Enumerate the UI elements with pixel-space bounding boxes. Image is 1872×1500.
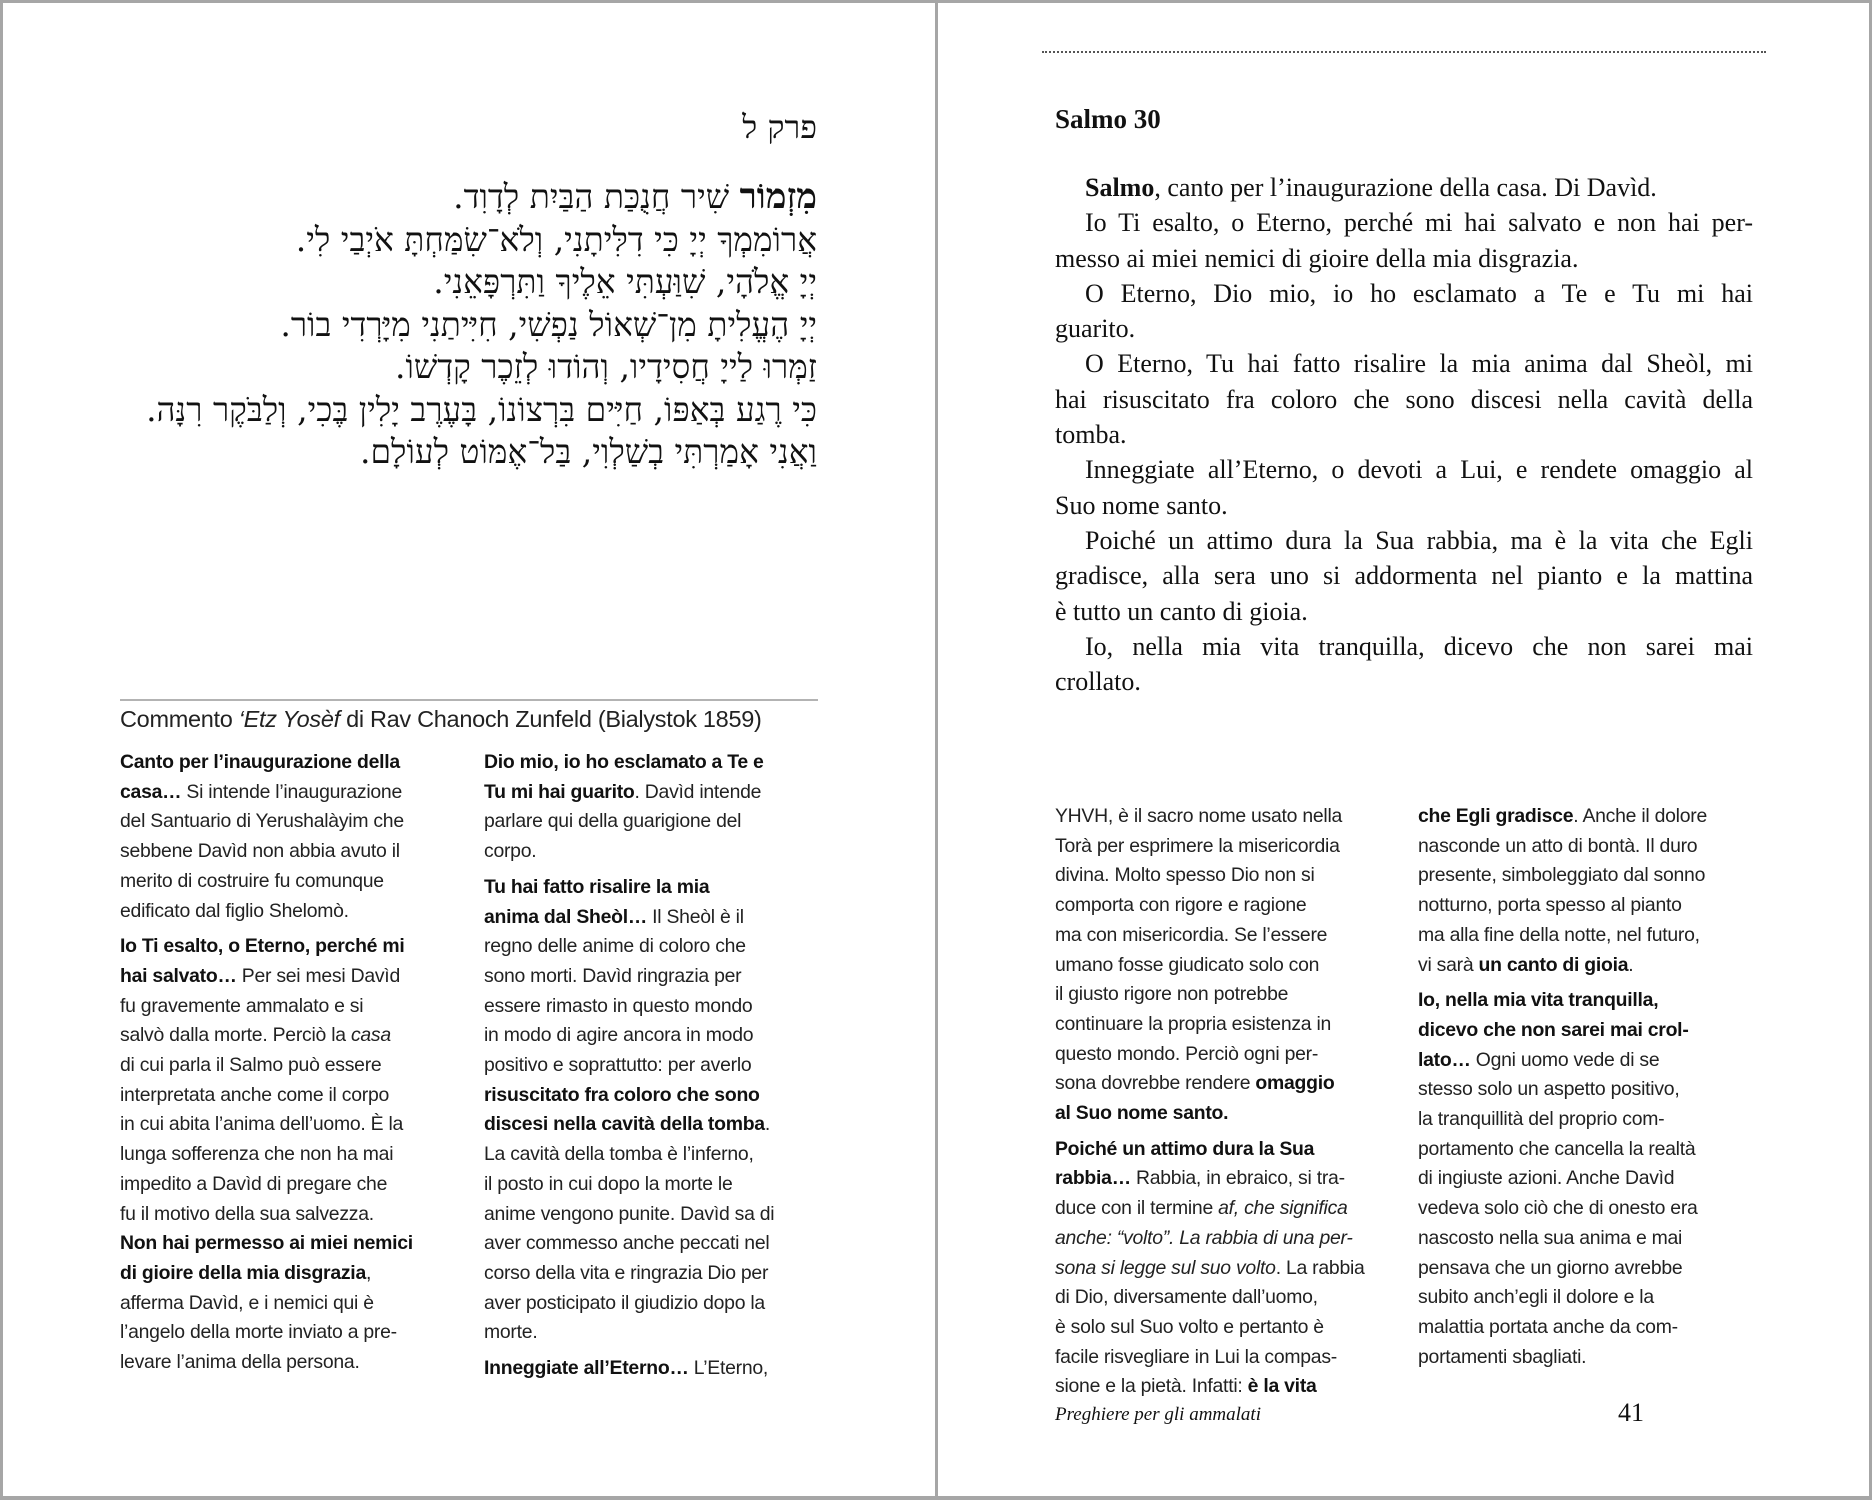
- commentary-line: [1418, 1313, 1758, 1343]
- left-page: [0, 0, 935, 1500]
- commentary-line: [120, 932, 460, 962]
- commentary-paragraph: [1055, 1135, 1385, 1402]
- text-run: pensava che un giorno avrebbe: [1418, 1256, 1683, 1279]
- commentary-title-prefix: Commento: [120, 706, 239, 732]
- commentary-line: [484, 807, 824, 837]
- text-run: malattia portata anche da com-: [1418, 1315, 1678, 1338]
- hebrew-verse-line: [97, 346, 817, 389]
- commentary-line: [1055, 1135, 1385, 1165]
- commentary-line: [484, 1259, 824, 1289]
- text-run: Poiché un attimo dura la Sua rabbia, ma è la vita che Egli: [1085, 525, 1753, 555]
- text-run: Inneggiate all’Eterno, o devoti a Lui, e rendete omaggio al: [1085, 455, 1753, 485]
- hebrew-verse-line: [97, 176, 817, 219]
- text-run: di cui parla il Salmo può essere: [120, 1054, 382, 1077]
- commentary-line: [120, 837, 460, 867]
- text-run: ma alla fine della notte, nel futuro,: [1418, 923, 1700, 946]
- italic-text: casa: [350, 1024, 391, 1047]
- text-run: presente, simboleggiato dal sonno: [1418, 864, 1706, 887]
- commentary-line: [1055, 980, 1385, 1010]
- commentary-line: [1418, 1283, 1758, 1313]
- commentary-line: [120, 1229, 460, 1259]
- psalm-verse-line: [1055, 170, 1753, 205]
- commentary-paragraph: [484, 873, 824, 1348]
- bold-lemma: anima dal Sheòl…: [484, 905, 648, 928]
- commentary-line: [1418, 921, 1758, 951]
- text-run: lunga sofferenza che non ha mai: [120, 1143, 394, 1166]
- commentary-line: [1418, 1016, 1758, 1046]
- bold-lemma: al Suo nome santo.: [1055, 1102, 1229, 1125]
- psalm-verse-line: [1055, 417, 1753, 452]
- commentary-line: [484, 932, 824, 962]
- psalm-verse-line: [1055, 205, 1753, 240]
- hebrew-psalm-text: [97, 176, 817, 474]
- commentary-title: [120, 706, 840, 733]
- hebrew-verse-text: כִּי רֶגַע בְּאַפּוֹ, חַיִּים בִּרְצוֹנוֹ, בָּעֶרֶב יָלִין בֶּכִי, וְלַבֹּקֶר רִנָּה.: [146, 389, 817, 429]
- text-run: Suo nome santo.: [1055, 490, 1228, 520]
- text-run: levare l’anima della persona.: [120, 1351, 360, 1374]
- commentary-line: [484, 903, 824, 933]
- text-run: portamenti sbagliati.: [1418, 1345, 1587, 1368]
- text-run: essere rimasto in questo mondo: [484, 994, 753, 1017]
- commentary-line: [120, 1259, 460, 1289]
- italic-text: af, che significa: [1218, 1197, 1348, 1220]
- bold-lemma: è la vita: [1247, 1375, 1317, 1398]
- text-run: aver posticipato il giudizio dopo la: [484, 1291, 765, 1314]
- text-run: parlare qui della guarigione del: [484, 810, 742, 833]
- text-run: notturno, porta spesso al pianto: [1418, 894, 1682, 917]
- text-run: merito di costruire fu comunque: [120, 869, 384, 892]
- commentary-line: [1418, 1194, 1758, 1224]
- text-run: corso della vita e ringrazia Dio per: [484, 1261, 769, 1284]
- commentary-line: [120, 1170, 460, 1200]
- commentary-line: [484, 1021, 824, 1051]
- hebrew-verse-line: [97, 389, 817, 432]
- text-run: comporta con rigore e ragione: [1055, 894, 1307, 917]
- hebrew-verse-text: וַאֲנִי אָמַרְתִּי בְשַׁלְוִי, בַּל־אֶמּוֹט לְעוֹלָם.: [359, 432, 817, 471]
- commentary-line: [120, 1110, 460, 1140]
- text-run: Ogni uomo vede di se: [1470, 1048, 1660, 1071]
- commentary-line: [484, 1081, 824, 1111]
- commentary-line: [1418, 1254, 1758, 1284]
- text-run: . La rabbia: [1275, 1256, 1365, 1279]
- bold-lemma: dicevo che non sarei mai crol-: [1418, 1018, 1689, 1041]
- text-run: la tranquillità del proprio com-: [1418, 1108, 1665, 1131]
- commentary-line: [1418, 891, 1758, 921]
- text-run: O Eterno, Dio mio, io ho esclamato a Te e Tu mi hai: [1085, 278, 1753, 308]
- text-run: anime vengono punite. Davìd sa di: [484, 1202, 775, 1225]
- commentary-line: [1418, 951, 1758, 981]
- left-commentary-column-1: [120, 748, 460, 1384]
- bold-lemma: Tu hai fatto risalire la mia: [484, 875, 710, 898]
- psalm-verse-line: [1055, 382, 1753, 417]
- commentary-line: [120, 1140, 460, 1170]
- commentary-line: [1418, 1343, 1758, 1373]
- commentary-line: [1055, 1040, 1385, 1070]
- bold-lemma: hai salvato…: [120, 964, 237, 987]
- bold-lemma: che Egli gradisce: [1418, 805, 1574, 827]
- text-run: sona dovrebbe rendere: [1055, 1072, 1256, 1095]
- bold-lemma: risuscitato fra coloro che sono: [484, 1083, 760, 1106]
- text-run: afferma Davìd, e i nemici qui è: [120, 1291, 374, 1314]
- text-run: sione e la pietà. Infatti:: [1055, 1375, 1248, 1398]
- bold-lemma: di gioire della mia disgrazia: [120, 1261, 366, 1284]
- commentary-line: [484, 1170, 824, 1200]
- commentary-line: [120, 1318, 460, 1348]
- text-run: crollato.: [1055, 667, 1141, 697]
- text-run: Rabbia, in ebraico, si tra-: [1130, 1167, 1345, 1190]
- psalm-verse-line: [1055, 523, 1753, 558]
- commentary-line: [1055, 1283, 1385, 1313]
- text-run: , canto per l’inaugurazione della casa. Di Davìd.: [1154, 173, 1657, 202]
- text-run: tomba.: [1055, 420, 1127, 450]
- commentary-divider: [120, 699, 818, 701]
- commentary-line: [484, 1140, 824, 1170]
- commentary-paragraph: [484, 748, 824, 867]
- hebrew-verse-line: [97, 219, 817, 262]
- commentary-line: [120, 748, 460, 778]
- commentary-line: [120, 807, 460, 837]
- text-run: umano fosse giudicato solo con: [1055, 953, 1320, 976]
- commentary-line: [484, 748, 824, 778]
- commentary-paragraph: [1418, 802, 1758, 980]
- commentary-line: [484, 837, 824, 867]
- text-run: l’angelo della morte inviato a pre-: [120, 1321, 397, 1344]
- text-run: La cavità della tomba è l’inferno,: [484, 1143, 754, 1166]
- commentary-line: [1055, 1069, 1385, 1099]
- commentary-line: [1055, 1164, 1385, 1194]
- text-run: di ingiuste azioni. Anche Davìd: [1418, 1167, 1675, 1190]
- text-run: ,: [365, 1261, 372, 1284]
- text-run: è tutto un canto di gioia.: [1055, 596, 1308, 626]
- bold-lemma: casa…: [120, 780, 182, 803]
- text-run: di Dio, diversamente dall’uomo,: [1055, 1286, 1318, 1309]
- italic-text: sona si legge sul suo volto: [1055, 1256, 1276, 1279]
- text-run: divina. Molto spesso Dio non si: [1055, 864, 1315, 887]
- text-run: portamento che cancella la realtà: [1418, 1137, 1696, 1160]
- hebrew-verse-line: [97, 304, 817, 347]
- text-run: YHVH, è il sacro nome usato nella: [1055, 805, 1343, 827]
- commentary-line: [1418, 1135, 1758, 1165]
- commentary-line: [484, 1200, 824, 1230]
- text-run: Io, nella mia vita tranquilla, dicevo che non sarei mai: [1085, 631, 1753, 661]
- text-run: Io Ti esalto, o Eterno, perché mi hai salvato e non hai per-: [1085, 208, 1753, 238]
- text-run: il posto in cui dopo la morte le: [484, 1172, 733, 1195]
- left-commentary-column-2: [484, 748, 824, 1390]
- commentary-line: [1055, 802, 1385, 832]
- text-run: aver commesso anche peccati nel: [484, 1232, 770, 1255]
- psalm-verse-line: [1055, 664, 1753, 699]
- commentary-title-suffix: di Rav Chanoch Zunfeld (Bialystok 1859): [339, 706, 762, 732]
- text-run: subito anch’egli il dolore e la: [1418, 1286, 1654, 1309]
- commentary-line: [1055, 1254, 1385, 1284]
- commentary-line: [1055, 1343, 1385, 1373]
- bold-lemma: lato…: [1418, 1048, 1471, 1071]
- commentary-line: [1418, 986, 1758, 1016]
- text-run: in cui abita l’anima dell’uomo. È la: [120, 1113, 404, 1136]
- commentary-line: [1418, 1075, 1758, 1105]
- bold-lemma: Io, nella mia vita tranquilla,: [1418, 989, 1659, 1012]
- hebrew-verse-line: [97, 431, 817, 474]
- bold-lemma: discesi nella cavità della tomba: [484, 1113, 765, 1136]
- commentary-line: [1418, 802, 1758, 832]
- commentary-line: [120, 1289, 460, 1319]
- text-run: . Anche il dolore: [1573, 805, 1707, 827]
- running-footer-title: Preghiere per gli ammalati: [1055, 1404, 1261, 1425]
- commentary-line: [1418, 832, 1758, 862]
- bold-lemma: Salmo: [1085, 173, 1155, 202]
- commentary-line: [1055, 921, 1385, 951]
- text-run: Torà per esprimere la misericordia: [1055, 834, 1340, 857]
- commentary-line: [1055, 1224, 1385, 1254]
- text-run: messo ai miei nemici di gioire della mia disgrazia.: [1055, 243, 1579, 273]
- text-run: gradisce, alla sera uno si addormenta nel pianto e la mattina: [1055, 561, 1753, 591]
- right-page: [938, 0, 1872, 1500]
- commentary-line: [1055, 1010, 1385, 1040]
- bold-lemma: Inneggiate all’Eterno…: [484, 1357, 689, 1380]
- text-run: ma con misericordia. Se l’essere: [1055, 923, 1328, 946]
- psalm-verse-line: [1055, 241, 1753, 276]
- commentary-line: [120, 897, 460, 927]
- text-run: L’Eterno,: [688, 1357, 769, 1380]
- psalm-verse-line: [1055, 276, 1753, 311]
- commentary-line: [120, 962, 460, 992]
- text-run: positivo e soprattutto: per averlo: [484, 1054, 752, 1077]
- text-run: Si intende l’inaugurazione: [181, 780, 402, 803]
- text-run: è solo sul Suo volto e pertanto è: [1055, 1315, 1324, 1338]
- commentary-line: [120, 1051, 460, 1081]
- hebrew-verse-text: אֲרוֹמִמְךָ יְיָ כִּי דִלִּיתָנִי, וְלֹא־שִׂמַּחְתָּ אֹיְבַי לִי.: [295, 219, 817, 259]
- text-run: fu il motivo della sua salvezza.: [120, 1202, 374, 1225]
- commentary-paragraph: [120, 932, 460, 1378]
- psalm-verse-line: [1055, 452, 1753, 487]
- hebrew-verse-text: יְיָ אֱלֹהָי, שִׁוַּעְתִּי אֵלֶיךָ וַתִּרְפָּאֵנִי.: [433, 262, 817, 301]
- bold-lemma: omaggio: [1255, 1072, 1335, 1095]
- text-run: il giusto rigore non potrebbe: [1055, 983, 1289, 1006]
- hebrew-verse-line: [97, 261, 817, 304]
- hebrew-verse-text: שִׁיר חֲנֻכַּת הַבַּיִת לְדָוִד.: [453, 177, 740, 216]
- text-run: del Santuario di Yerushalàyim che: [120, 810, 404, 833]
- text-run: in modo di agire ancora in modo: [484, 1024, 754, 1047]
- commentary-line: [120, 1081, 460, 1111]
- hebrew-opening-word: מִזְמוֹר: [739, 176, 817, 217]
- commentary-line: [120, 992, 460, 1022]
- psalm-verse-line: [1055, 558, 1753, 593]
- text-run: questo mondo. Perciò ogni per-: [1055, 1042, 1319, 1065]
- commentary-line: [120, 1021, 460, 1051]
- commentary-paragraph: [1418, 986, 1758, 1372]
- psalm-verse-line: [1055, 346, 1753, 381]
- text-run: corpo.: [484, 840, 537, 863]
- commentary-line: [1418, 861, 1758, 891]
- commentary-line: [484, 992, 824, 1022]
- header-dotted-rule: [1042, 51, 1766, 53]
- right-commentary-column-1: [1055, 802, 1385, 1408]
- bold-lemma: Dio mio, io ho esclamato a Te e: [484, 751, 764, 773]
- commentary-line: [484, 962, 824, 992]
- commentary-line: [484, 1051, 824, 1081]
- text-run: hai risuscitato fra coloro che sono discesi nella cavità della: [1055, 384, 1753, 414]
- commentary-line: [1055, 1313, 1385, 1343]
- text-run: morte.: [484, 1321, 538, 1344]
- commentary-line: [1055, 891, 1385, 921]
- commentary-title-work: ‘Etz Yosèf: [238, 706, 340, 732]
- commentary-line: [484, 1354, 824, 1384]
- commentary-line: [1055, 1194, 1385, 1224]
- text-run: regno delle anime di coloro che: [484, 935, 746, 958]
- commentary-line: [484, 1289, 824, 1319]
- commentary-line: [1055, 1372, 1385, 1402]
- text-run: impedito a Davìd di pregare che: [120, 1172, 388, 1195]
- commentary-paragraph: [484, 1354, 824, 1384]
- text-run: .: [764, 1113, 770, 1136]
- page-number: 41: [1618, 1398, 1644, 1427]
- text-run: nasconde un atto di bontà. Il duro: [1418, 834, 1698, 857]
- text-run: nascosto nella sua anima e mai: [1418, 1226, 1683, 1249]
- bold-lemma: un canto di gioia: [1478, 953, 1629, 976]
- psalm-verse-line: [1055, 629, 1753, 664]
- bold-lemma: Io Ti esalto, o Eterno, perché mi: [120, 935, 405, 958]
- text-run: Per sei mesi Davìd: [236, 964, 400, 987]
- psalm-verse-line: [1055, 488, 1753, 523]
- text-run: fu gravemente ammalato e si: [120, 994, 364, 1017]
- commentary-paragraph: [1055, 802, 1385, 1129]
- commentary-line: [1055, 951, 1385, 981]
- text-run: continuare la propria esistenza in: [1055, 1012, 1332, 1035]
- text-run: interpretata anche come il corpo: [120, 1083, 390, 1106]
- bold-lemma: Canto per l’inaugurazione della: [120, 751, 400, 773]
- commentary-line: [484, 1318, 824, 1348]
- bold-lemma: Tu mi hai guarito: [484, 780, 635, 803]
- text-run: vedeva solo ciò che di onesto era: [1418, 1197, 1698, 1220]
- commentary-line: [484, 1110, 824, 1140]
- text-run: Il Sheòl è il: [647, 905, 744, 928]
- italic-text: anche: “volto”. La rabbia di una per-: [1055, 1226, 1353, 1249]
- commentary-line: [1418, 1046, 1758, 1076]
- bold-lemma: Non hai permesso ai miei nemici: [120, 1232, 413, 1255]
- commentary-line: [120, 778, 460, 808]
- commentary-line: [120, 1200, 460, 1230]
- commentary-line: [1418, 1224, 1758, 1254]
- text-run: .: [1628, 953, 1634, 976]
- bold-lemma: rabbia…: [1055, 1167, 1131, 1190]
- text-run: stesso solo un aspetto positivo,: [1418, 1078, 1680, 1101]
- right-commentary-column-2: [1418, 802, 1758, 1378]
- commentary-line: [484, 873, 824, 903]
- commentary-line: [1055, 832, 1385, 862]
- text-run: salvò dalla morte. Perciò la: [120, 1024, 351, 1047]
- commentary-line: [484, 778, 824, 808]
- hebrew-chapter-heading: פרק ל: [742, 108, 817, 146]
- text-run: . Davìd intende: [634, 780, 762, 803]
- commentary-line: [1055, 1099, 1385, 1129]
- commentary-line: [1055, 861, 1385, 891]
- commentary-line: [120, 1348, 460, 1378]
- commentary-line: [120, 867, 460, 897]
- bold-lemma: Poiché un attimo dura la Sua: [1055, 1137, 1315, 1160]
- text-run: sebbene Davìd non abbia avuto il: [120, 840, 400, 863]
- text-run: guarito.: [1055, 314, 1136, 344]
- psalm-title: Salmo 30: [1055, 104, 1161, 134]
- hebrew-verse-text: זַמְּרוּ לַייָ חֲסִידָיו, וְהוֹדוּ לְזֵכֶר קָדְשׁוֹ.: [394, 347, 817, 386]
- text-run: sono morti. Davìd ringrazia per: [484, 964, 742, 987]
- psalm-verse-line: [1055, 311, 1753, 346]
- text-run: edificato dal figlio Shelomò.: [120, 899, 349, 922]
- commentary-line: [1418, 1105, 1758, 1135]
- hebrew-verse-text: יְיָ הֶעֱלִיתָ מִן־שְׁאוֹל נַפְשִׁי, חִיִּיתַנִי מִיָּרְדִי בוֹר.: [280, 304, 817, 344]
- text-run: duce con il termine: [1055, 1197, 1219, 1220]
- psalm-italian-text: [1055, 170, 1753, 699]
- commentary-line: [1418, 1164, 1758, 1194]
- text-run: O Eterno, Tu hai fatto risalire la mia anima dal Sheòl, mi: [1085, 349, 1753, 379]
- commentary-paragraph: [120, 748, 460, 926]
- text-run: facile risvegliare in Lui la compas-: [1055, 1345, 1337, 1368]
- psalm-verse-line: [1055, 594, 1753, 629]
- text-run: vi sarà: [1418, 953, 1479, 976]
- commentary-line: [484, 1229, 824, 1259]
